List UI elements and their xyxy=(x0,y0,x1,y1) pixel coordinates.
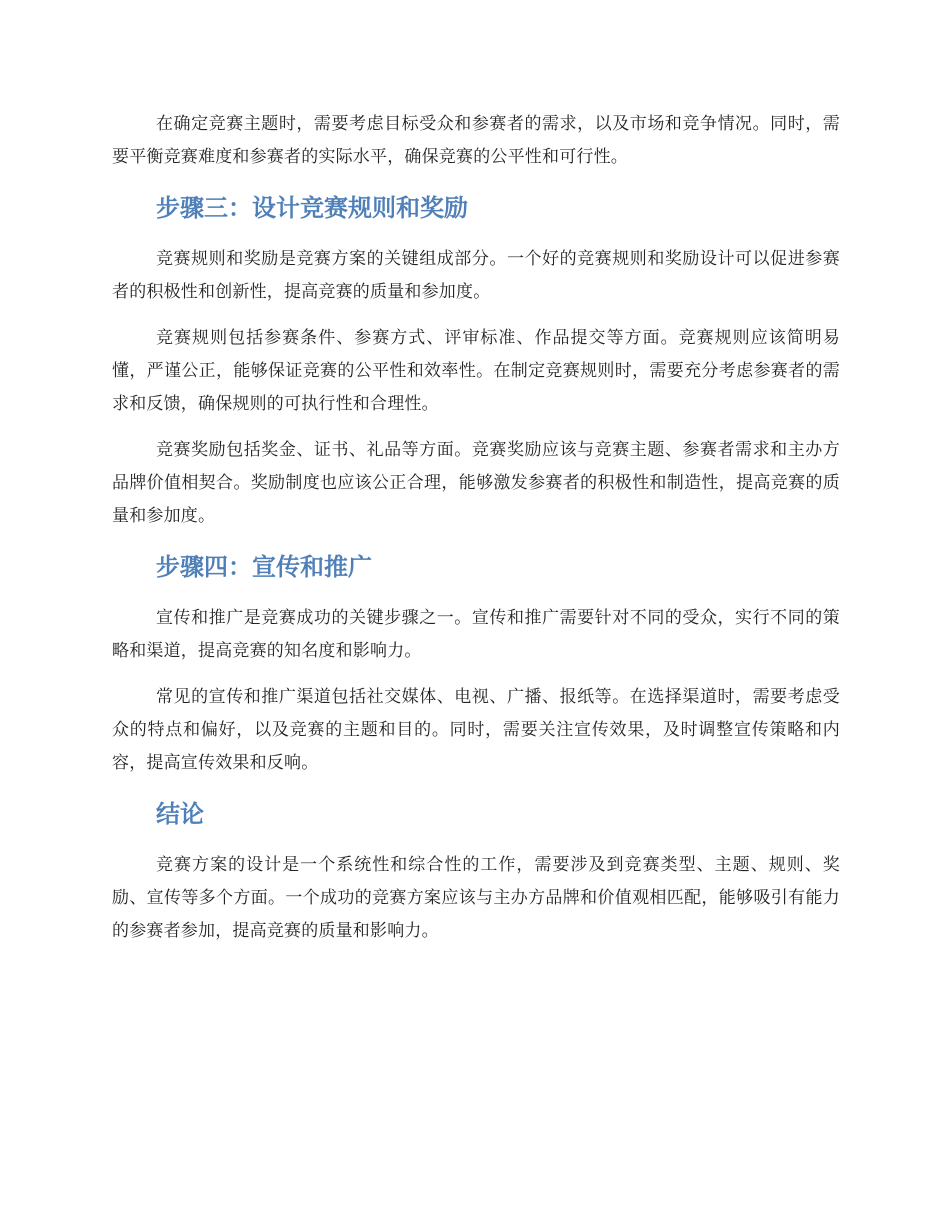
heading-step-four: 步骤四：宣传和推广 xyxy=(156,553,372,581)
paragraph-rules-rewards-intro: 竞赛规则和奖励是竞赛方案的关键组成部分。一个好的竞赛规则和奖励设计可以促进参赛者的积极性和创新性，提高竞赛的质量和参加度。 xyxy=(112,249,840,302)
paragraph-rewards: 竞赛奖励包括奖金、证书、礼品等方面。竞赛奖励应该与竞赛主题、参赛者需求和主办方品牌价值相契合。奖励制度也应该公正合理，能够激发参赛者的积极性和制造性，提高竞赛的质量和参加度。 xyxy=(112,440,840,526)
paragraph-conclusion: 竞赛方案的设计是一个系统性和综合性的工作，需要涉及到竞赛类型、主题、规则、奖励、宣传等多个方面。一个成功的竞赛方案应该与主办方品牌和价值观相匹配，能够吸引有能力的参赛者参加，提高竞赛的质量和影响力。 xyxy=(112,855,840,941)
document-page xyxy=(112,108,840,948)
heading-step-three: 步骤三：设计竞赛规则和奖励 xyxy=(156,194,468,222)
paragraph-promotion-channels: 常见的宣传和推广渠道包括社交媒体、电视、广播、报纸等。在选择渠道时，需要考虑受众的特点和偏好，以及竞赛的主题和目的。同时，需要关注宣传效果，及时调整宣传策略和内容，提高宣传效果和反响。 xyxy=(112,687,840,773)
paragraph-promotion-intro: 宣传和推广是竞赛成功的关键步骤之一。宣传和推广需要针对不同的受众，实行不同的策略和渠道，提高竞赛的知名度和影响力。 xyxy=(112,608,840,661)
paragraph-theme-considerations: 在确定竞赛主题时，需要考虑目标受众和参赛者的需求，以及市场和竞争情况。同时，需要平衡竞赛难度和参赛者的实际水平，确保竞赛的公平性和可行性。 xyxy=(112,114,840,167)
heading-conclusion: 结论 xyxy=(156,800,204,828)
paragraph-rules: 竞赛规则包括参赛条件、参赛方式、评审标准、作品提交等方面。竞赛规则应该简明易懂，严谨公正，能够保证竞赛的公平性和效率性。在制定竞赛规则时，需要充分考虑参赛者的需求和反馈，确保规则的可执行性和合理性。 xyxy=(112,328,840,414)
